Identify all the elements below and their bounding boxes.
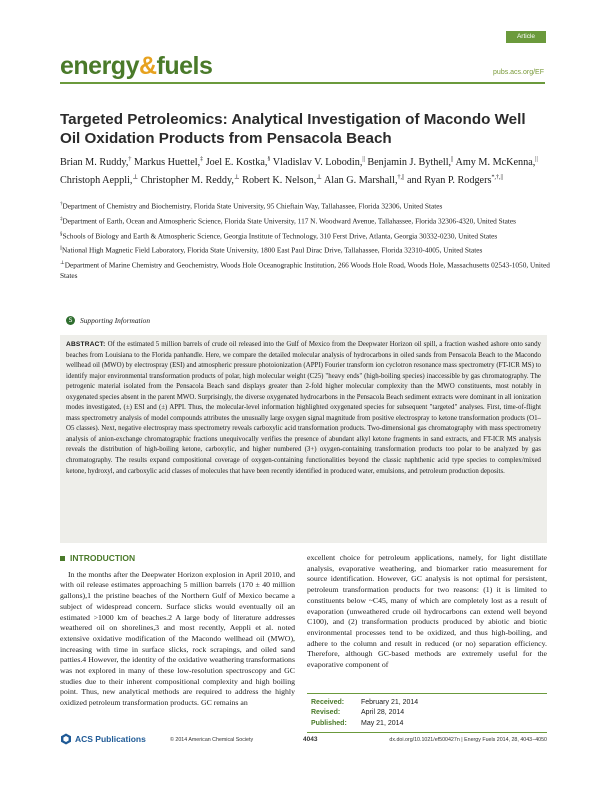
author-affiliation-mark: ⊥ bbox=[316, 174, 322, 181]
date-row: Published: May 21, 2014 bbox=[311, 719, 404, 727]
abstract-box bbox=[60, 335, 547, 543]
acs-publications-label: ACS Publications bbox=[75, 734, 146, 744]
author-affiliation-mark: ⊥ bbox=[233, 174, 240, 181]
acs-publications-logo[interactable] bbox=[60, 733, 146, 745]
author-list bbox=[60, 153, 550, 189]
author-affiliation-mark: †,|| bbox=[397, 174, 405, 181]
copyright-notice: © 2014 American Chemical Society bbox=[170, 737, 254, 743]
author-name: Alan G. Marshall,†,|| bbox=[323, 174, 405, 187]
author-name: Benjamin J. Bythell,|| bbox=[367, 157, 454, 169]
author-affiliation-mark: || bbox=[535, 157, 538, 163]
journal-url[interactable]: pubs.acs.org/EF bbox=[493, 69, 544, 76]
section-square-icon bbox=[60, 556, 65, 561]
paper-title: Targeted Petroleomics: Analytical Investigation of Macondo Well Oil Oxidation Products from Pensacola Beach bbox=[60, 111, 526, 147]
intro-paragraph-left: In the months after the Deepwater Horizon explosion in April 2010, and with oil release estimates approaching 5 million barrels (170 ± 40 million gallons),1 the pristine beaches of the Northern Gulf of Mexico became a subject of widespread concern. Surface slicks would eventually oil an estimated >1000 km of beaches.2 A large body of literature addresses weathered oil on shorelines,3 and most recently, Aeppli et al. noted extensive oxidative modification of the Macondo wellhead oil (MWO), increasing with time in surface slicks, rock scrapings, and oiled sand patties.4 However, the identity of the oxidative weathering transformations was not explored in many of these low-resolution spectroscopy and GC studies due to their inherent compositional complexity and high boiling point. Thus, new analytical methods are required to address the highly oxidized petroleum transformation products. GC remains an bbox=[60, 569, 295, 708]
supporting-info-label: Supporting Information bbox=[80, 316, 151, 325]
author-name: and Ryan P. Rodgers*,†,|| bbox=[406, 174, 503, 187]
affiliation-list bbox=[60, 200, 550, 284]
citation-doi[interactable]: dx.doi.org/10.1021/ef500427n | Energy Fuels 2014, 28, 4043−4050 bbox=[389, 737, 547, 743]
intro-paragraph-right: excellent choice for petroleum applications, namely, for light distillate analysis, evaporative weathering, and biomarker ratio measurement for source identification. However, GC analysis is not optimal for persistent, petroleum transformation products for two reasons: (1) it is limited to constituents below ~C45, many of which are completely lost as a result of evaporation (unweathered crude oil hydrocarbons can extend well beyond C100), and (2) transformation products produced by abiotic and biotic environmental processes tend to be oxidized, and thus high-boiling, and adhere to the column and result in reduced (or no) separation efficiency. Therefore, although GC-based methods are extremely useful for the evaporative component of bbox=[307, 553, 547, 670]
author-name: Brian M. Ruddy,† bbox=[60, 157, 132, 169]
page-footer bbox=[60, 733, 547, 747]
author-name: Vladislav V. Lobodin,|| bbox=[272, 157, 365, 169]
affiliation: ‡Department of Earth, Ocean and Atmospheric Science, Florida State University, 117 N. Woodward Avenue, Tallahassee, Florida 32306-4320, United States bbox=[60, 216, 516, 226]
section-heading bbox=[60, 553, 295, 564]
author-name: Christopher M. Reddy,⊥ bbox=[140, 174, 240, 187]
journal-logo: energy&fuels bbox=[60, 52, 213, 80]
author-affiliation-mark: ‡ bbox=[200, 157, 204, 163]
author-name: Markus Huettel,‡ bbox=[133, 157, 204, 169]
intro-heading: INTRODUCTION bbox=[70, 553, 136, 563]
publication-dates bbox=[307, 693, 547, 733]
supporting-info-icon: S bbox=[66, 316, 75, 325]
affiliation: †Department of Chemistry and Biochemistry, Florida State University, 95 Chieftain Way, Tallahassee, Florida 32306, United States bbox=[60, 201, 443, 211]
author-affiliation-mark: *,†,|| bbox=[491, 174, 503, 181]
acs-hexagon-icon bbox=[60, 733, 72, 745]
author-name: Joel E. Kostka,§ bbox=[205, 157, 271, 169]
author-name: Christoph Aeppli,⊥ bbox=[60, 174, 139, 187]
affiliation: §Schools of Biology and Earth & Atmospheric Science, Georgia Institute of Technology, 310 Ferst Drive, Atlanta, Georgia 30332-0230, United States bbox=[60, 231, 498, 241]
abstract-text: Of the estimated 5 million barrels of crude oil released into the Gulf of Mexico from the Deepwater Horizon oil spill, a fraction washed ashore onto sandy beaches from Louisiana to the Florida panhandle. Here, we compare the detailed molecular analysis of hydrocarbons in oiled sands from Pensacola Beach to the Macondo wellhead oil (MWO) by electrospray (ESI) and atmospheric pressure photoionization (APPI) Fourier transform ion cyclotron resonance mass spectrometry (FT-ICR MS) to identify major environmental transformation products of polar, high molecular weight (C25) "heavy ends" (high-boiling species) inaccessible by gas chromatography. The petrogenic material isolated from the Pensacola Beach sand displays greater than 2-fold higher molecular complexity than the MWO constituents, most notably in oxygenated species absent in the parent MWO. Surprisingly, the diverse oxygenated hydrocarbons in the Pensacola Beach sediment extracts were dominant in all ionization modes investigated, (±) ESI and (±) APPI. Thus, the molecular-level information highlighted oxygenated species for subsequent "targeted" analyses. First, time-of-flight mass spectrometry analysis of model compounds attributes the unusually large oxygen signal magnitude from positive electrospray to ketone transformation products (O1–O5 classes). Next, negative electrospray mass spectrometry reveals carboxylic acid transformation products. Two-dimensional gas chromatography with mass spectrometry analysis of anion-exchange chromatographic fractions unequivocally verifies the presence of abundant alkyl ketone fragments in sand extracts, and FT-ICR MS analysis reveals the distribution of high-boiling ketone, carboxylic, and higher numbered (3+) oxygen-containing transformation products too polar to be analyzed by gas chromatography. The results expand compositional coverage of oxygen-containing functionalities beyond the classic naphthenic acid type species to complex/mixed ketone, hydroxyl, and carboxylic acid classes of molecules that have been recently identified in produced water, emulsions, and petroleum production deposits. bbox=[66, 341, 541, 475]
author-affiliation-mark: || bbox=[451, 157, 454, 163]
date-row: Received: February 21, 2014 bbox=[311, 699, 419, 706]
abstract-label: ABSTRACT: bbox=[66, 341, 106, 348]
author-affiliation-mark: || bbox=[362, 157, 365, 163]
affiliation: ⊥Department of Marine Chemistry and Geochemistry, Woods Hole Oceanographic Institution, 266 Woods Hole Road, Woods Hole, Massachusetts 02543-1050, United States bbox=[60, 260, 550, 280]
author-name: Amy M. McKenna,|| bbox=[455, 157, 538, 169]
intro-right-column bbox=[307, 553, 547, 671]
header-rule bbox=[60, 82, 545, 84]
article-badge: Article bbox=[506, 31, 546, 43]
supporting-information-link[interactable] bbox=[66, 316, 150, 325]
affiliation: ||National High Magnetic Field Laboratory, Florida State University, 1800 East Paul Dirac Drive, Tallahassee, Florida 32310-4005, United States bbox=[60, 245, 483, 255]
page-number: 4043 bbox=[303, 736, 318, 743]
author-affiliation-mark: § bbox=[267, 157, 271, 163]
date-row: Revised: April 28, 2014 bbox=[311, 709, 405, 717]
author-name: Robert K. Nelson,⊥ bbox=[242, 174, 322, 187]
intro-left-column bbox=[60, 553, 295, 709]
author-affiliation-mark: ⊥ bbox=[132, 174, 139, 181]
author-affiliation-mark: † bbox=[128, 157, 132, 163]
